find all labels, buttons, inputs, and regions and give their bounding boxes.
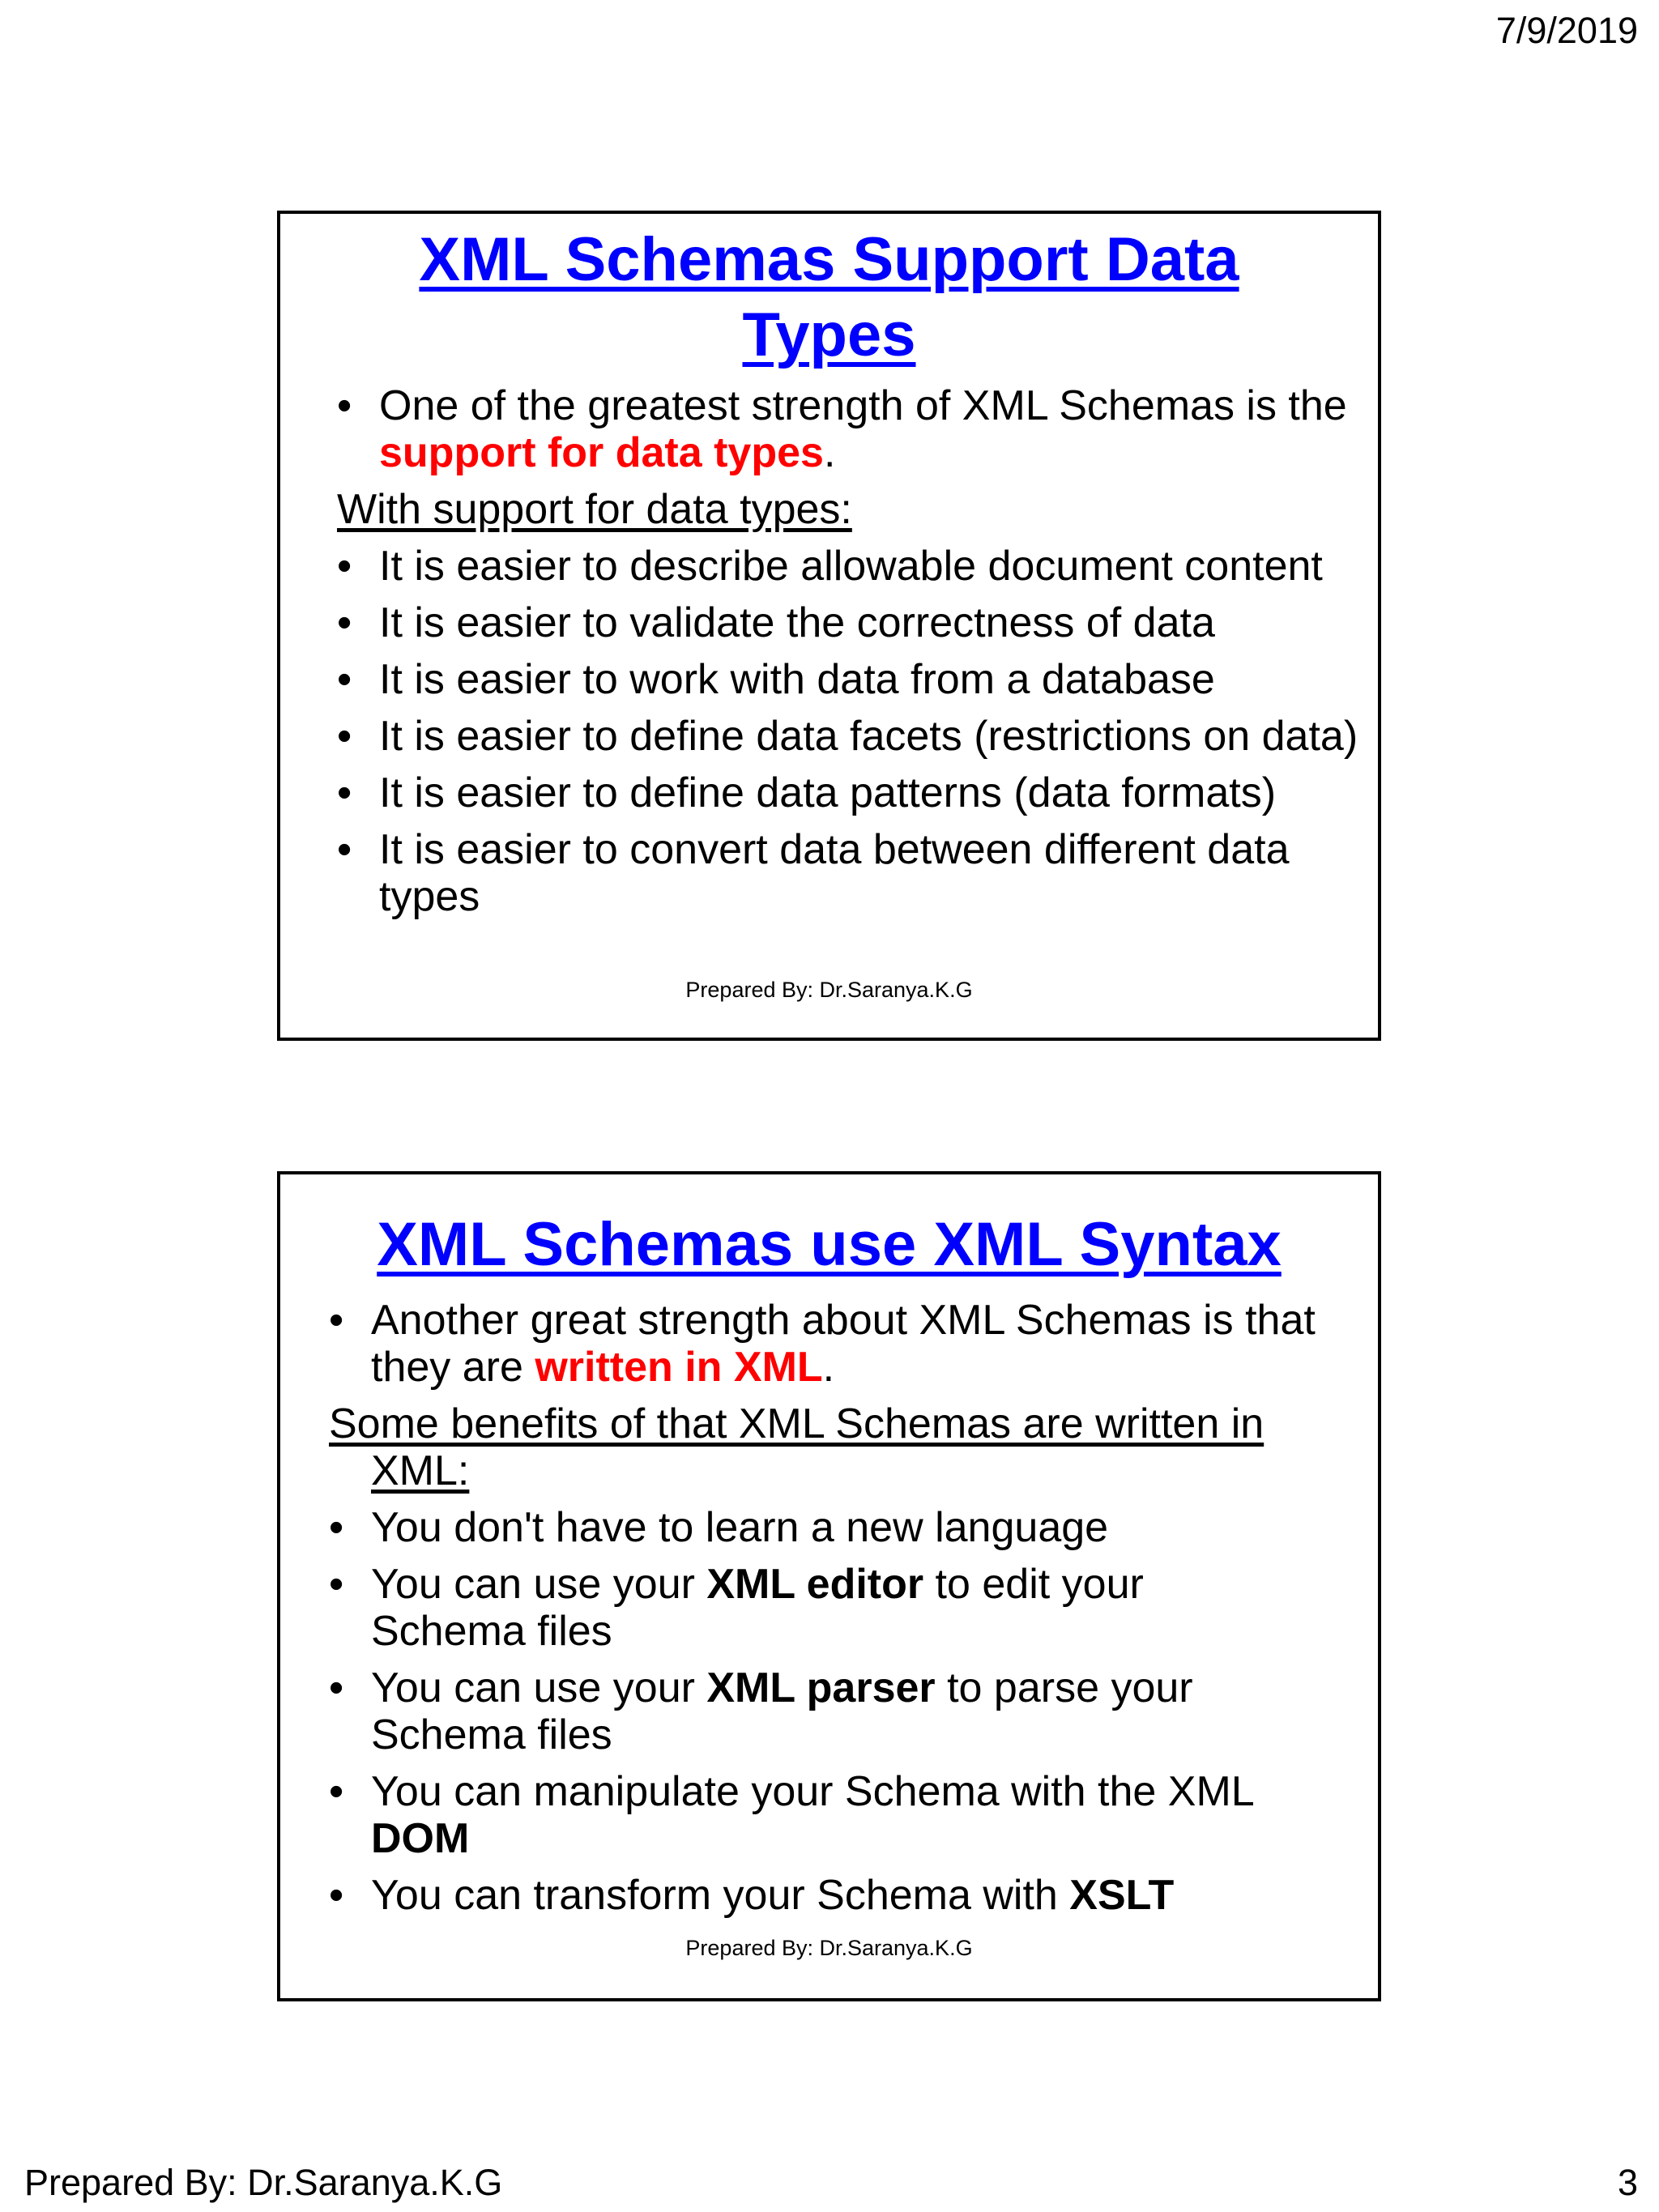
list-item <box>337 656 1378 703</box>
list-item <box>337 826 1378 920</box>
slide-content <box>280 382 1378 920</box>
list-item <box>329 1561 1378 1655</box>
bullet-icon: • <box>337 599 352 646</box>
bullet-icon: • <box>329 1768 344 1815</box>
bullet-icon: • <box>329 1297 344 1344</box>
bullet-icon: • <box>337 656 352 703</box>
list-item-bold: XML editor <box>706 1561 924 1608</box>
list-item-text: You can use your <box>371 1664 707 1711</box>
list-item <box>329 1504 1378 1551</box>
bullet-icon: • <box>337 826 352 873</box>
list-item <box>329 1768 1378 1862</box>
intro-highlight: written in XML <box>535 1344 823 1391</box>
list-item <box>329 1872 1378 1919</box>
list-item-text: It is easier to define data facets (restrictions on data) <box>379 713 1358 760</box>
bullet-icon: • <box>329 1664 344 1711</box>
slide-footer: Prepared By: Dr.Saranya.K.G <box>685 1936 973 1960</box>
list-item <box>337 543 1378 590</box>
bullet-icon: • <box>337 543 352 590</box>
intro-highlight: support for data types <box>379 429 824 476</box>
bullet-icon: • <box>337 769 352 816</box>
bullet-icon: • <box>329 1504 344 1551</box>
slide-title: XML Schemas Support Data Types <box>419 225 1239 369</box>
list-item-end: to edit your Schema files <box>371 1561 1144 1655</box>
list-item-text: You don't have to learn a new language <box>371 1504 1109 1551</box>
bullet-icon: • <box>329 1561 344 1608</box>
intro-text: One of the greatest strength of XML Schemas is the <box>379 382 1347 429</box>
slide-title: XML Schemas use XML Syntax <box>377 1210 1282 1279</box>
list-item-text: You can transform your Schema with <box>371 1872 1070 1919</box>
list-item-text: It is easier to describe allowable document content <box>379 543 1323 590</box>
list-item <box>329 1664 1378 1758</box>
list-item-bold: XML parser <box>706 1664 936 1711</box>
bullet-icon: • <box>329 1872 344 1919</box>
list-item-bold: DOM <box>371 1815 470 1862</box>
list-item-text: It is easier to validate the correctness of data <box>379 599 1215 646</box>
slide-xml-syntax <box>277 1171 1381 2001</box>
list-item-text: You can use your <box>371 1561 707 1608</box>
print-date: 7/9/2019 <box>1495 10 1638 51</box>
intro-text: Another great strength about XML Schemas is that they are <box>371 1297 1316 1391</box>
intro-end: . <box>822 1344 835 1391</box>
page-number: 3 <box>1617 2162 1638 2203</box>
lead-heading: With support for data types: <box>337 486 852 533</box>
list-item-text: It is easier to convert data between different data types <box>379 826 1290 920</box>
slide-data-types <box>277 211 1381 1041</box>
list-item-text: It is easier to define data patterns (data formats) <box>379 769 1277 816</box>
list-item-end: to parse your Schema files <box>371 1664 1193 1758</box>
intro-bullet <box>337 382 1378 476</box>
intro-end: . <box>823 429 836 476</box>
intro-bullet <box>329 1297 1378 1391</box>
slide-footer: Prepared By: Dr.Saranya.K.G <box>685 978 973 1002</box>
bullet-icon: • <box>337 713 352 760</box>
bullet-icon: • <box>337 382 352 429</box>
lead-heading: Some benefits of that XML Schemas are written in XML: <box>329 1400 1265 1494</box>
list-item-bold: XSLT <box>1069 1872 1175 1919</box>
list-item-text: It is easier to work with data from a database <box>379 656 1215 703</box>
slide-content <box>280 1297 1378 1919</box>
list-item-text: You can manipulate your Schema with the XML <box>371 1768 1253 1815</box>
list-item <box>337 769 1378 816</box>
list-item <box>337 713 1378 760</box>
page-footer-author: Prepared By: Dr.Saranya.K.G <box>24 2162 503 2203</box>
list-item <box>337 599 1378 646</box>
